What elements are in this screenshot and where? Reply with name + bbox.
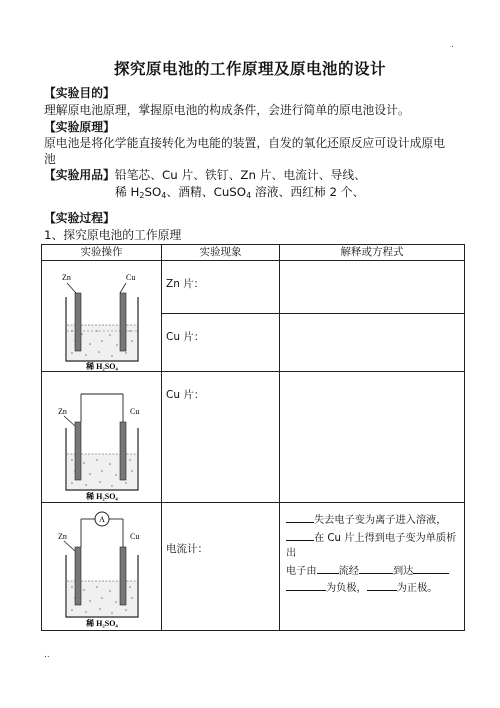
solution-caption: 稀 H₂SO₄ [86,362,118,371]
blank[interactable] [317,562,339,574]
obs-cu-cell [162,314,280,372]
cu-label: Cu [130,532,140,541]
obs-ammeter-label: 电流计： [166,543,208,555]
header-explanation: 解释或方程式 [280,245,465,261]
materials-text-1: 铅笔芯、Cu 片、铁钉、Zn 片、电流计、导线、 [114,168,366,182]
fill-line-3c: 到达 [392,565,414,577]
zn-label: Zn [58,532,67,541]
table-row [42,261,465,314]
corner-mark-bottom: .. [44,650,50,660]
obs-ammeter-cell [162,503,280,631]
obs-cu-cell-2 [162,372,280,503]
zn-label: Zn [62,273,71,282]
fill-line-4a: 为负极， [326,583,367,594]
materials-dilute-h: 稀 H [115,185,140,199]
explain-cell-3 [280,503,465,631]
purpose-heading: 【实验目的】 [44,86,115,100]
fill-line-1: 失去电子变为离子进入溶液， [314,515,447,526]
process-heading: 【实验过程】 [44,211,115,225]
materials-alcohol-cuso: 、酒精、CuSO [166,185,247,199]
obs-zn-label: Zn 片： [166,278,205,290]
blank[interactable] [286,511,314,523]
fill-line-4b: 为正极。 [396,583,438,594]
solution-caption: 稀 H₂SO₄ [86,619,118,628]
materials-rest: 溶液、西红柿 2 个、 [251,185,365,199]
purpose-text: 理解原电池原理，掌握原电池的构成条件，会进行简单的原电池设计。 [44,103,410,117]
table-row [42,503,465,631]
materials-sub-2: 4 [161,191,167,200]
beaker-diagram-2 [42,372,162,503]
explain-cu-cell [280,314,465,372]
blank[interactable] [359,562,393,574]
materials-sub-3: 4 [246,191,252,200]
principle-heading: 【实验原理】 [44,120,115,134]
page-title: 探究原电池的工作原理及原电池的设计 [113,60,386,78]
corner-mark-top: . [451,40,454,50]
explain-cell-2 [280,372,465,503]
beaker-diagram-1 [42,261,162,372]
fill-line-3b: 流经 [338,565,359,577]
materials-heading: 【实验用品】 [44,168,115,182]
fill-in-text [280,503,464,597]
header-operation: 实验操作 [42,245,162,261]
table-header-row [42,245,465,261]
materials-row-2 [115,183,364,200]
blank[interactable] [367,579,397,591]
principle-text-1: 原电池是将化学能直接转化为电能的装置，自发的氧化还原反应可设计成原电 [44,136,446,150]
blank[interactable] [413,562,449,574]
solution-caption: 稀 H₂SO₄ [86,492,118,501]
obs-cu-label-2: Cu 片： [166,389,205,401]
fill-line-3a: 电子由 [286,565,317,577]
cu-label: Cu [130,407,140,416]
ammeter-label: A [99,515,105,524]
principle-text-2: 池 [44,152,56,166]
obs-zn-cell [162,261,280,314]
table-row [42,372,465,503]
cu-label: Cu [126,273,136,282]
header-phenomenon: 实验现象 [162,245,280,261]
explain-zn-cell [280,261,465,314]
process-subheading: 1、探究原电池的工作原理 [44,228,182,242]
blank[interactable] [286,579,326,591]
materials-sub-1: 2 [139,191,145,200]
blank[interactable] [286,529,314,541]
obs-cu-label: Cu 片： [166,331,205,344]
fill-line-2: 在 Cu 片上得到电子变为单质析出 [286,532,457,559]
experiment-table [41,244,465,631]
materials-so: SO [144,185,162,199]
materials-row-1 [44,166,366,183]
beaker-diagram-3 [42,503,162,631]
zn-label: Zn [58,407,67,416]
